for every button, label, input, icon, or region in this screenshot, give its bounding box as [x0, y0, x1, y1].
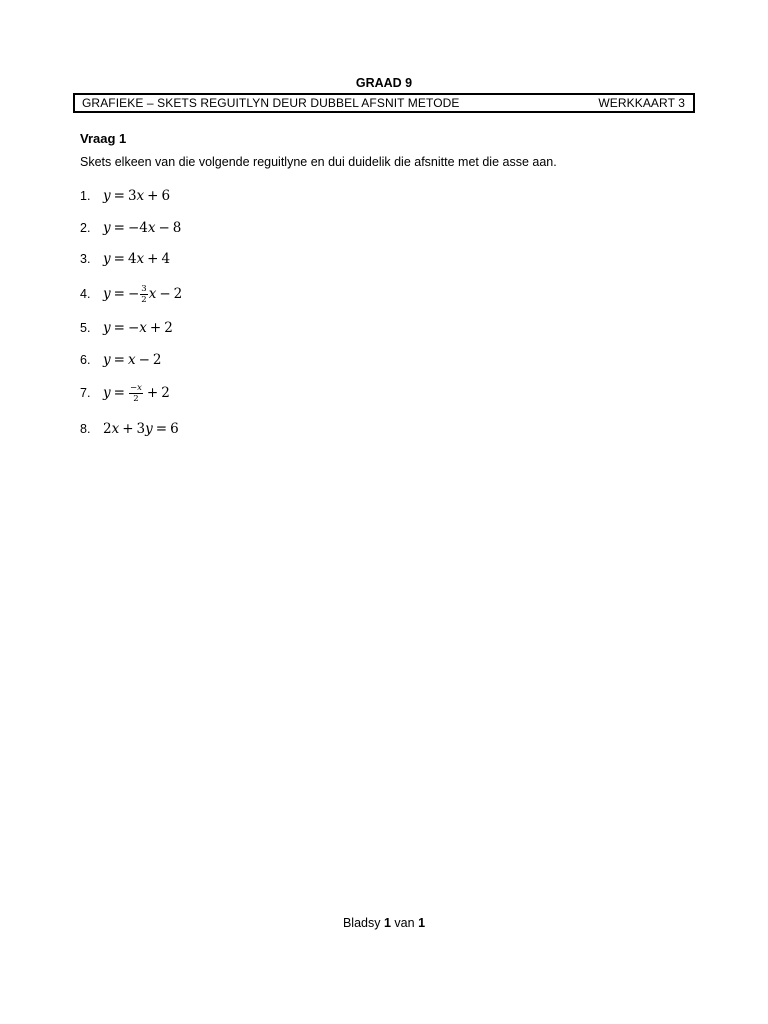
item-number: 2.	[80, 221, 91, 235]
item-number: 4.	[80, 287, 91, 301]
list-item	[80, 350, 161, 370]
equation: y = 3 x + 6	[103, 188, 171, 204]
list-item	[80, 419, 179, 439]
equation: y = $\frac{-x}{2}$ + 2	[103, 382, 170, 404]
list-item	[80, 218, 181, 238]
equation: y = − x + 2	[103, 320, 173, 336]
question-title: Vraag 1	[80, 131, 127, 146]
list-item	[80, 249, 170, 269]
item-number: 5.	[80, 321, 91, 335]
worksheet-header	[73, 93, 695, 113]
list-item	[80, 284, 182, 304]
list-item	[80, 318, 173, 338]
equation: y = − 4 x − 8	[103, 220, 182, 236]
item-number: 3.	[80, 252, 91, 266]
fraction: $\frac{-x}{2}$	[129, 382, 142, 404]
equation: y = − $\frac{3}{2}$ x − 2	[103, 283, 183, 305]
list-item	[80, 383, 170, 403]
item-number: 8.	[80, 422, 91, 436]
item-number: 6.	[80, 353, 91, 367]
page-title: GRAAD 9	[355, 76, 413, 90]
page-footer: Bladsy 1 van 1	[342, 916, 426, 930]
equation: y = x − 2	[103, 352, 162, 368]
question-instruction: Skets elkeen van die volgende reguitlyne en dui duidelik die afsnitte met die asse aan.	[80, 155, 557, 169]
fraction: $\frac{3}{2}$	[141, 283, 147, 305]
worksheet-number: WERKKAART 3	[598, 96, 685, 110]
topic-title: GRAFIEKE – SKETS REGUITLYN DEUR DUBBEL AFSNIT METODE	[82, 96, 460, 110]
item-number: 1.	[80, 189, 91, 203]
list-item	[80, 186, 170, 206]
equation: 2 x + 3 y = 6	[103, 421, 179, 437]
item-number: 7.	[80, 386, 91, 400]
equation: y = 4 x + 4	[103, 251, 171, 267]
